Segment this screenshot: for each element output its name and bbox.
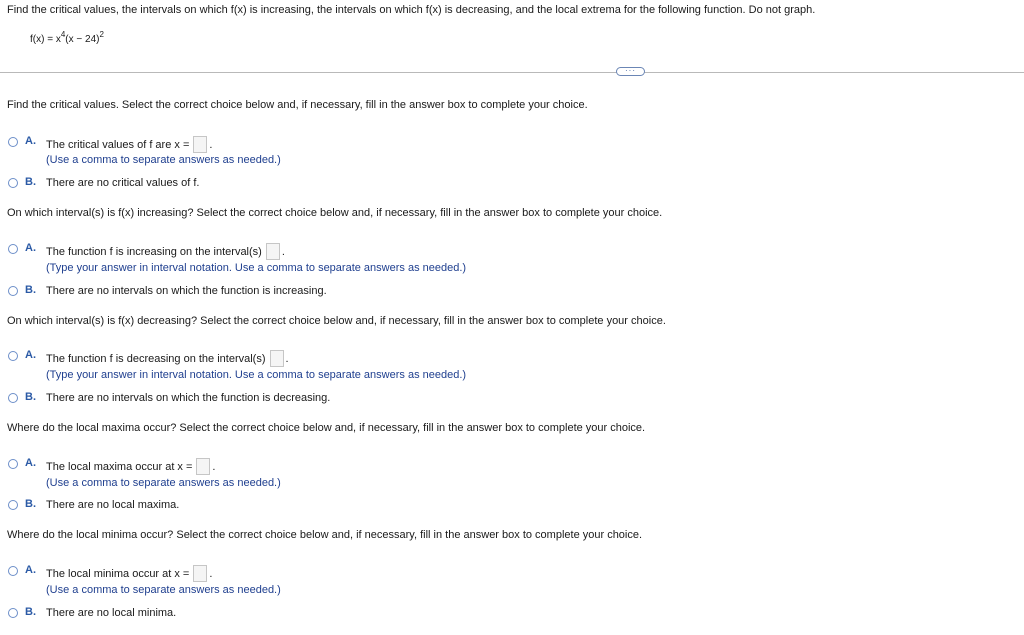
radio-button[interactable]	[8, 244, 18, 254]
hint-text: (Use a comma to separate answers as needed.)	[46, 154, 281, 166]
choice-label: The function f is decreasing on the interval(s)	[46, 353, 266, 365]
more-options-button[interactable]	[616, 67, 645, 76]
choice-text	[46, 565, 212, 582]
radio-button[interactable]	[8, 500, 18, 510]
prompt-decreasing: On which interval(s) is f(x) decreasing? Select the correct choice below and, if necessary, fill in the answer box to complete your choice.	[7, 315, 666, 327]
section-divider	[0, 72, 1024, 73]
radio-button[interactable]	[8, 393, 18, 403]
radio-button[interactable]	[8, 286, 18, 296]
answer-input[interactable]	[270, 350, 284, 367]
ellipsis-icon: ···	[625, 65, 636, 75]
choice-text	[46, 458, 215, 475]
choice-letter: B.	[25, 391, 36, 403]
choice-text: There are no intervals on which the function is decreasing.	[46, 392, 331, 404]
choice-letter: A.	[25, 564, 36, 576]
function-prefix: f(x) = x	[30, 34, 61, 45]
choice-text	[46, 136, 212, 153]
prompt-critical-values: Find the critical values. Select the correct choice below and, if necessary, fill in the answer box to complete your choice.	[7, 99, 588, 111]
choice-letter: A.	[25, 349, 36, 361]
hint-text: (Type your answer in interval notation. Use a comma to separate answers as needed.)	[46, 369, 467, 381]
choice-label: The local maxima occur at x =	[46, 461, 193, 473]
choice-text: There are no local maxima.	[46, 499, 180, 511]
period: .	[209, 568, 213, 580]
choice-letter: B.	[25, 606, 36, 618]
function-exponent-2: 2	[99, 30, 104, 39]
choice-letter: B.	[25, 498, 36, 510]
answer-input[interactable]	[196, 458, 210, 475]
function-exponent-1: 4	[60, 30, 66, 39]
prompt-increasing: On which interval(s) is f(x) increasing? Select the correct choice below and, if necessary, fill in the answer box to complete your choice.	[7, 207, 663, 219]
hint-text: (Type your answer in interval notation. Use a comma to separate answers as needed.)	[46, 262, 467, 274]
hint-text: (Use a comma to separate answers as needed.)	[46, 584, 281, 596]
period: .	[212, 461, 216, 473]
radio-button[interactable]	[8, 608, 18, 618]
hint-text: (Use a comma to separate answers as needed.)	[46, 477, 281, 489]
radio-button[interactable]	[8, 137, 18, 147]
answer-input[interactable]	[193, 136, 207, 153]
radio-button[interactable]	[8, 178, 18, 188]
choice-letter: A.	[25, 242, 36, 254]
choice-letter: B.	[25, 284, 36, 296]
prompt-local-minima: Where do the local minima occur? Select the correct choice below and, if necessary, fill in the answer box to complete your choice.	[7, 529, 643, 541]
choice-letter: A.	[25, 135, 36, 147]
radio-button[interactable]	[8, 351, 18, 361]
function-middle: (x − 24)	[65, 34, 100, 45]
choice-label: The local minima occur at x =	[46, 568, 190, 580]
radio-button[interactable]	[8, 566, 18, 576]
radio-button[interactable]	[8, 459, 18, 469]
choice-letter: B.	[25, 176, 36, 188]
choice-label: The critical values of f are x =	[46, 139, 190, 151]
answer-input[interactable]	[193, 565, 207, 582]
prompt-local-maxima: Where do the local maxima occur? Select the correct choice below and, if necessary, fill in the answer box to complete your choice.	[7, 422, 646, 434]
period: .	[281, 246, 285, 258]
choice-letter: A.	[25, 457, 36, 469]
function-expression	[30, 30, 104, 47]
choice-label: The function f is increasing on the interval(s)	[46, 246, 262, 258]
choice-text	[46, 350, 289, 367]
period: .	[209, 139, 213, 151]
answer-input[interactable]	[266, 243, 280, 260]
question-instructions: Find the critical values, the intervals on which f(x) is increasing, the intervals on which f(x) is decreasing, and the local extrema for the following function. Do not graph.	[7, 4, 816, 16]
choice-text: There are no local minima.	[46, 607, 177, 619]
choice-text: There are no intervals on which the function is increasing.	[46, 285, 327, 297]
choice-text	[46, 243, 285, 260]
choice-text: There are no critical values of f.	[46, 177, 200, 189]
period: .	[285, 353, 289, 365]
